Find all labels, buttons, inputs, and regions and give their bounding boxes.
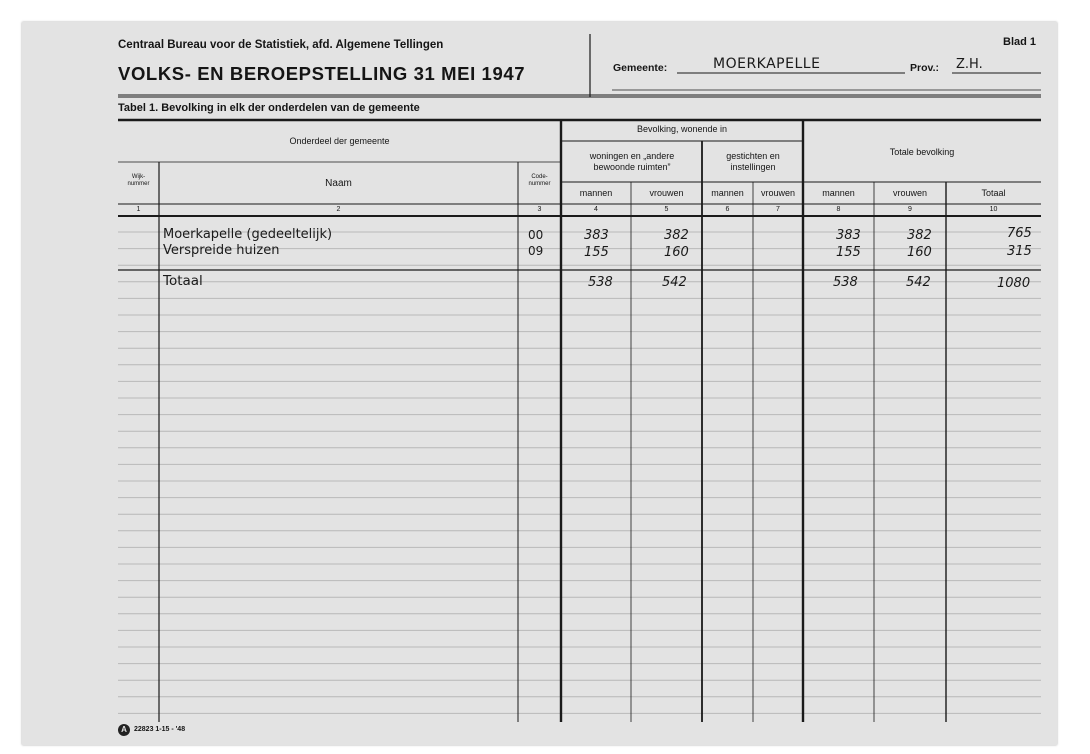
row-2-woningen-vrouwen: 160 [664,245,689,260]
header-bevolking: Bevolking, wonende in [636,124,728,134]
gemeente-label: Gemeente: [613,62,668,74]
subheader-vrouwen-woningen: vrouwen [649,188,684,198]
subheader-vrouwen-totaal: vrouwen [892,188,928,198]
row-2-naam: Verspreide huizen [163,243,280,258]
row-1-woningen-vrouwen: 382 [664,228,689,243]
organization-name: Centraal Bureau voor de Statistiek, afd. Algemene Tellingen [118,39,444,51]
header-onderdeel: Onderdeel der gemeente [289,136,390,146]
province-value: Z.H. [956,57,983,72]
colnum-3: 3 [537,206,542,213]
total-woningen-mannen: 538 [588,275,613,290]
header-woningen: woningen en „andere bewoonde ruimten” [589,151,675,172]
row-2-woningen-mannen: 155 [584,245,609,260]
colnum-1: 1 [136,206,141,213]
colnum-2: 2 [336,206,341,213]
total-totaal: 1080 [997,276,1031,291]
row-1-totaal-mannen: 383 [836,228,861,243]
row-2-code: 09 [528,244,544,258]
row-2-totaal: 315 [1007,244,1032,259]
province-label: Prov.: [910,62,939,74]
subheader-mannen-totaal: mannen [822,188,855,198]
colnum-6: 6 [725,206,730,213]
row-2-totaal-vrouwen: 160 [907,245,932,260]
colnum-10: 10 [989,206,998,213]
total-totaal-vrouwen: 542 [906,275,931,290]
printer-mark: 22823 1-15 - '48 [134,726,186,733]
ruled-lines [118,232,1041,713]
row-1-woningen-mannen: 383 [584,228,609,243]
gemeente-value: MOERKAPELLE [713,56,821,72]
sheet-number: Blad 1 [1003,36,1037,48]
subheader-mannen-gestichten: mannen [711,188,744,198]
form-title: VOLKS- EN BEROEPSTELLING 31 MEI 1947 [118,63,526,84]
subheader-vrouwen-gestichten: vrouwen [760,188,796,198]
header-codenummer: Code- nummer [528,174,551,187]
row-1-totaal-vrouwen: 382 [907,228,932,243]
row-2-totaal-mannen: 155 [836,245,861,260]
header-wijknummer: Wijk- nummer [127,174,150,187]
total-totaal-mannen: 538 [833,275,858,290]
header-naam: Naam [325,178,352,189]
colnum-9: 9 [908,206,912,213]
row-1-code: 00 [528,228,544,242]
table-title: Tabel 1. Bevolking in elk der onderdelen van de gemeente [118,102,420,114]
total-woningen-vrouwen: 542 [662,275,687,290]
colnum-8: 8 [836,206,841,213]
total-row-label: Totaal [163,273,203,289]
subheader-mannen-woningen: mannen [579,188,613,198]
subheader-totaal: Totaal [981,188,1006,198]
colnum-4: 4 [594,206,598,213]
colnum-5: 5 [664,206,669,213]
header-totale-bevolking: Totale bevolking [889,147,955,157]
row-1-naam: Moerkapelle (gedeeltelijk) [163,227,333,242]
row-1-totaal: 765 [1007,226,1032,241]
colnum-7: 7 [776,206,780,213]
header-gestichten: gestichten en instellingen [726,151,780,172]
printer-logo: A [118,724,130,736]
